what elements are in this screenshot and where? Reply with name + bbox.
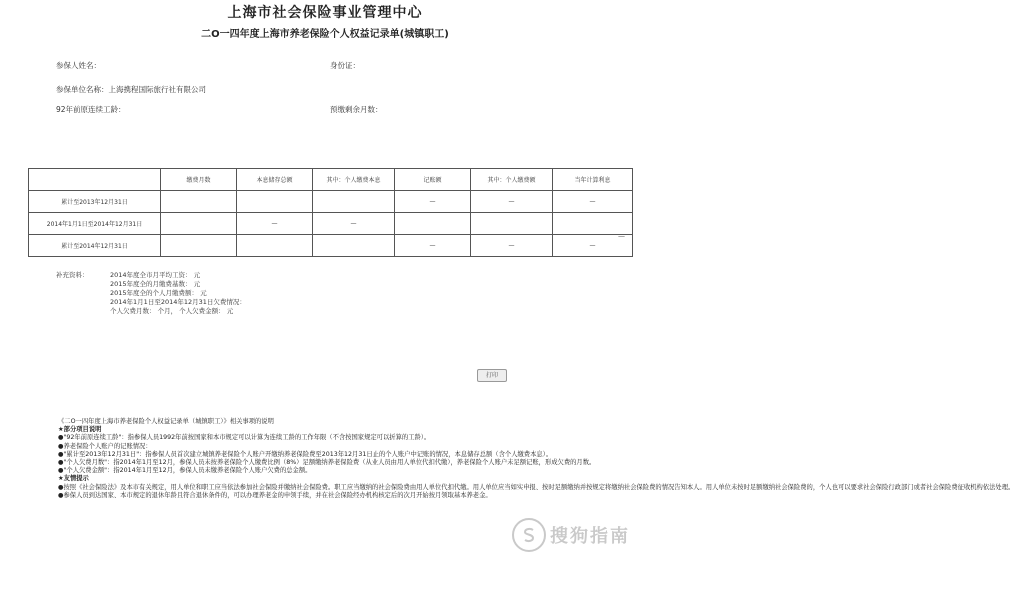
table-row-label: 累计至2013年12月31日	[29, 191, 161, 213]
table-row-label: 累计至2014年12月31日	[29, 235, 161, 257]
notes-line: ●按照《社会保险法》及本市有关规定，用人单位和职工应当依法参加社会保险并缴纳社会保险费。职工应当缴纳的社会保险费由用人单位代扣代缴。用人单位应当如实申报、按时足额缴纳并按规定将缴纳社会保险费的情况告知本人。用人单位未按时足额缴纳社会保险费的，个人也可以要求社会保险行政部门或者社会保险费征收机构依法处理。	[58, 483, 1014, 491]
table-cell: —	[395, 191, 471, 213]
table-row	[29, 213, 633, 235]
watermark	[512, 518, 630, 552]
table-cell	[161, 213, 237, 235]
table-cell: —	[553, 235, 633, 257]
account-table	[28, 168, 633, 257]
table-cell	[313, 191, 395, 213]
id-label: 身份证：	[330, 61, 360, 70]
table-cell	[161, 191, 237, 213]
table-cell	[471, 213, 553, 235]
table-header-cell	[29, 169, 161, 191]
supplement-line: 2014年度全市月平均工资： 元	[110, 271, 201, 279]
table-cell	[395, 213, 471, 235]
table-header-cell: 当年计算利息	[553, 169, 633, 191]
table-cell: —	[313, 213, 395, 235]
table-cell	[161, 235, 237, 257]
sogou-logo-icon	[512, 518, 546, 552]
table-cell: —	[237, 213, 313, 235]
table-cell: —	[471, 191, 553, 213]
employer-label: 参保单位名称：	[56, 85, 109, 94]
years-label: 92年前原连续工龄：	[56, 105, 126, 114]
employer-field	[56, 84, 206, 95]
table-row	[29, 235, 633, 257]
page-title: 上海市社会保险事业管理中心	[227, 5, 423, 21]
notes-line: ●"个人欠费金额"：指2014年1月至12月，参保人员未缴养老保险个人账户欠费的总金额。	[58, 467, 312, 475]
months-label: 预缴剩余月数：	[330, 105, 383, 114]
table-cell: —	[395, 235, 471, 257]
table-cell: —	[471, 235, 553, 257]
notes-line: ★部分项目说明	[58, 426, 102, 434]
table-header-row	[29, 169, 633, 191]
employer-value: 上海携程国际旅行社有限公司	[108, 85, 206, 94]
table-cell	[237, 191, 313, 213]
table-header-cell: 记账额	[395, 169, 471, 191]
table-row-label: 2014年1月1日至2014年12月31日	[29, 213, 161, 235]
table-cell	[237, 235, 313, 257]
supplement-line: 2015年度全的个人月缴费额： 元	[110, 289, 207, 297]
supplement-line: 2015年度全的月缴费基数： 元	[110, 280, 201, 288]
notes-line: ●参保人员到达国家、本市规定的退休年龄且符合退休条件的，可以办理养老金的申领手续，并在社会保险经办机构核定后的次月开始按月领取基本养老金。	[58, 491, 492, 499]
table-header-cell: 缴费月数	[161, 169, 237, 191]
table-header-cell: 本息储存总额	[237, 169, 313, 191]
notes-line: ●养老保险个人账户的记账情况：	[58, 442, 152, 450]
supplement-line: 2014年1月1日至2014年12月31日欠费情况：	[110, 298, 246, 306]
page-subtitle: 二O一四年度上海市养老保险个人权益记录单(城镇职工)	[201, 29, 449, 40]
notes-section	[58, 418, 1014, 500]
notes-line: ★友情提示	[58, 475, 89, 483]
notes-line: ●"个人欠费月数"：指2014年1月至12月，参保人员未按养老保险个人缴费比例（8%）足额缴纳养老保险费（从业人员由用人单位代扣代缴），养老保险个人账户未足额记账，形成欠费的月数。	[58, 459, 596, 467]
name-label: 参保人姓名：	[56, 61, 101, 70]
table-cell	[313, 235, 395, 257]
supplement-label: 补充资料：	[56, 271, 89, 279]
supplement-line: 个人欠费月数： 个月， 个人欠费金额： 元	[110, 307, 234, 315]
table-header-cell: 其中：个人缴费额	[471, 169, 553, 191]
table-cell: —	[553, 191, 633, 213]
watermark-text: 搜狗指南	[550, 526, 630, 547]
notes-line: ●"92年前原连续工龄"：指参保人员1992年前按国家和本市规定可以计算为连续工龄的工作年限（不含按国家规定可以折算的工龄）。	[58, 434, 431, 442]
table-header-cell: 其中：个人缴费本息	[313, 169, 395, 191]
notes-heading: 《二O一四年度上海市养老保险个人权益记录单（城镇职工）》相关事项的说明	[58, 418, 274, 425]
table-row	[29, 191, 633, 213]
print-button[interactable]: 打印	[477, 369, 507, 382]
stray-dash: —	[618, 232, 625, 240]
notes-line: ●"累计至2013年12月31日"：指参保人员首次建立城镇养老保险个人账户开缴纳养老保险费至2013年12月31日止的个人账户中记账的情况，本息储存总额（含个人缴费本息）。	[58, 450, 553, 458]
